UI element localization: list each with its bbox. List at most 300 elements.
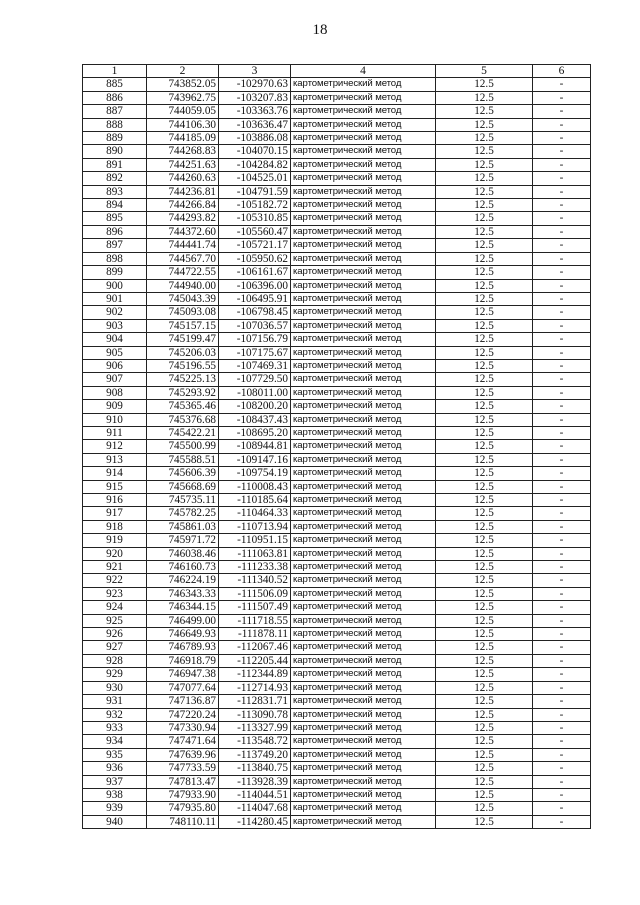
note-cell: -	[533, 654, 591, 667]
column-header: 6	[533, 65, 591, 78]
x-coordinate-cell: 744236.81	[147, 185, 219, 198]
y-coordinate-cell: -108695.20	[219, 426, 291, 439]
x-coordinate-cell: 744293.82	[147, 212, 219, 225]
y-coordinate-cell: -106396.00	[219, 279, 291, 292]
table-row	[83, 91, 591, 104]
point-number-cell: 893	[83, 185, 147, 198]
note-cell: -	[533, 534, 591, 547]
x-coordinate-cell: 745588.51	[147, 453, 219, 466]
method-cell: картометрический метод	[291, 708, 436, 721]
precision-cell: 12.5	[436, 172, 533, 185]
method-cell: картометрический метод	[291, 654, 436, 667]
note-cell: -	[533, 359, 591, 372]
note-cell: -	[533, 333, 591, 346]
method-cell: картометрический метод	[291, 494, 436, 507]
note-cell: -	[533, 748, 591, 761]
method-cell: картометрический метод	[291, 413, 436, 426]
table-row	[83, 708, 591, 721]
point-number-cell: 898	[83, 252, 147, 265]
note-cell: -	[533, 132, 591, 145]
method-cell: картометрический метод	[291, 306, 436, 319]
x-coordinate-cell: 745376.68	[147, 413, 219, 426]
table-row	[83, 654, 591, 667]
note-cell: -	[533, 601, 591, 614]
x-coordinate-cell: 745782.25	[147, 507, 219, 520]
x-coordinate-cell: 747933.90	[147, 788, 219, 801]
x-coordinate-cell: 747733.59	[147, 762, 219, 775]
precision-cell: 12.5	[436, 507, 533, 520]
y-coordinate-cell: -112067.46	[219, 641, 291, 654]
precision-cell: 12.5	[436, 118, 533, 131]
table-body	[83, 78, 591, 829]
point-number-cell: 901	[83, 292, 147, 305]
x-coordinate-cell: 745971.72	[147, 534, 219, 547]
note-cell: -	[533, 614, 591, 627]
table-row	[83, 520, 591, 533]
point-number-cell: 912	[83, 440, 147, 453]
method-cell: картометрический метод	[291, 547, 436, 560]
y-coordinate-cell: -111506.09	[219, 587, 291, 600]
page-number: 18	[312, 22, 328, 38]
note-cell: -	[533, 91, 591, 104]
point-number-cell: 908	[83, 386, 147, 399]
y-coordinate-cell: -107469.31	[219, 359, 291, 372]
point-number-cell: 915	[83, 480, 147, 493]
note-cell: -	[533, 225, 591, 238]
x-coordinate-cell: 745225.13	[147, 373, 219, 386]
point-number-cell: 905	[83, 346, 147, 359]
y-coordinate-cell: -114280.45	[219, 815, 291, 828]
note-cell: -	[533, 520, 591, 533]
x-coordinate-cell: 746499.00	[147, 614, 219, 627]
method-cell: картометрический метод	[291, 172, 436, 185]
precision-cell: 12.5	[436, 467, 533, 480]
table-row	[83, 78, 591, 91]
precision-cell: 12.5	[436, 333, 533, 346]
note-cell: -	[533, 413, 591, 426]
x-coordinate-cell: 747935.80	[147, 802, 219, 815]
y-coordinate-cell: -113327.99	[219, 721, 291, 734]
x-coordinate-cell: 746038.46	[147, 547, 219, 560]
note-cell: -	[533, 547, 591, 560]
table-row	[83, 292, 591, 305]
note-cell: -	[533, 628, 591, 641]
y-coordinate-cell: -109147.16	[219, 453, 291, 466]
x-coordinate-cell: 745093.08	[147, 306, 219, 319]
precision-cell: 12.5	[436, 413, 533, 426]
column-header: 2	[147, 65, 219, 78]
column-header: 1	[83, 65, 147, 78]
table-row	[83, 453, 591, 466]
precision-cell: 12.5	[436, 587, 533, 600]
precision-cell: 12.5	[436, 775, 533, 788]
y-coordinate-cell: -110008.43	[219, 480, 291, 493]
x-coordinate-cell: 744260.63	[147, 172, 219, 185]
note-cell: -	[533, 467, 591, 480]
point-number-cell: 894	[83, 199, 147, 212]
x-coordinate-cell: 745206.03	[147, 346, 219, 359]
point-number-cell: 910	[83, 413, 147, 426]
precision-cell: 12.5	[436, 534, 533, 547]
precision-cell: 12.5	[436, 735, 533, 748]
x-coordinate-cell: 744441.74	[147, 239, 219, 252]
x-coordinate-cell: 745735.11	[147, 494, 219, 507]
precision-cell: 12.5	[436, 212, 533, 225]
method-cell: картометрический метод	[291, 735, 436, 748]
method-cell: картометрический метод	[291, 587, 436, 600]
x-coordinate-cell: 745861.03	[147, 520, 219, 533]
point-number-cell: 927	[83, 641, 147, 654]
note-cell: -	[533, 735, 591, 748]
table-row	[83, 735, 591, 748]
point-number-cell: 913	[83, 453, 147, 466]
x-coordinate-cell: 745422.21	[147, 426, 219, 439]
precision-cell: 12.5	[436, 359, 533, 372]
note-cell: -	[533, 802, 591, 815]
method-cell: картометрический метод	[291, 346, 436, 359]
precision-cell: 12.5	[436, 292, 533, 305]
x-coordinate-cell: 744106.30	[147, 118, 219, 131]
x-coordinate-cell: 745196.55	[147, 359, 219, 372]
y-coordinate-cell: -108200.20	[219, 400, 291, 413]
precision-cell: 12.5	[436, 547, 533, 560]
note-cell: -	[533, 172, 591, 185]
method-cell: картометрический метод	[291, 467, 436, 480]
x-coordinate-cell: 744940.00	[147, 279, 219, 292]
note-cell: -	[533, 306, 591, 319]
table-row	[83, 413, 591, 426]
note-cell: -	[533, 400, 591, 413]
note-cell: -	[533, 574, 591, 587]
table-row	[83, 641, 591, 654]
note-cell: -	[533, 440, 591, 453]
point-number-cell: 933	[83, 721, 147, 734]
x-coordinate-cell: 743852.05	[147, 78, 219, 91]
point-number-cell: 896	[83, 225, 147, 238]
point-number-cell: 902	[83, 306, 147, 319]
precision-cell: 12.5	[436, 681, 533, 694]
point-number-cell: 938	[83, 788, 147, 801]
y-coordinate-cell: -104284.82	[219, 158, 291, 171]
table-row	[83, 440, 591, 453]
point-number-cell: 922	[83, 574, 147, 587]
column-header: 5	[436, 65, 533, 78]
note-cell: -	[533, 386, 591, 399]
x-coordinate-cell: 746947.38	[147, 668, 219, 681]
point-number-cell: 919	[83, 534, 147, 547]
table-row	[83, 346, 591, 359]
method-cell: картометрический метод	[291, 266, 436, 279]
table-row	[83, 333, 591, 346]
x-coordinate-cell: 745293.92	[147, 386, 219, 399]
x-coordinate-cell: 747136.87	[147, 695, 219, 708]
x-coordinate-cell: 744185.09	[147, 132, 219, 145]
method-cell: картометрический метод	[291, 480, 436, 493]
precision-cell: 12.5	[436, 185, 533, 198]
y-coordinate-cell: -110185.64	[219, 494, 291, 507]
point-number-cell: 935	[83, 748, 147, 761]
precision-cell: 12.5	[436, 480, 533, 493]
precision-cell: 12.5	[436, 266, 533, 279]
method-cell: картометрический метод	[291, 748, 436, 761]
point-number-cell: 887	[83, 105, 147, 118]
table-row	[83, 467, 591, 480]
note-cell: -	[533, 239, 591, 252]
note-cell: -	[533, 721, 591, 734]
precision-cell: 12.5	[436, 426, 533, 439]
point-number-cell: 930	[83, 681, 147, 694]
method-cell: картометрический метод	[291, 614, 436, 627]
x-coordinate-cell: 745606.39	[147, 467, 219, 480]
point-number-cell: 895	[83, 212, 147, 225]
note-cell: -	[533, 453, 591, 466]
method-cell: картометрический метод	[291, 359, 436, 372]
method-cell: картометрический метод	[291, 185, 436, 198]
table-row	[83, 386, 591, 399]
method-cell: картометрический метод	[291, 453, 436, 466]
table-row	[83, 212, 591, 225]
table-row	[83, 614, 591, 627]
y-coordinate-cell: -106798.45	[219, 306, 291, 319]
point-number-cell: 914	[83, 467, 147, 480]
note-cell: -	[533, 426, 591, 439]
x-coordinate-cell: 744567.70	[147, 252, 219, 265]
y-coordinate-cell: -104525.01	[219, 172, 291, 185]
note-cell: -	[533, 105, 591, 118]
x-coordinate-cell: 746789.93	[147, 641, 219, 654]
note-cell: -	[533, 641, 591, 654]
precision-cell: 12.5	[436, 748, 533, 761]
column-header: 4	[291, 65, 436, 78]
x-coordinate-cell: 744372.60	[147, 225, 219, 238]
point-number-cell: 917	[83, 507, 147, 520]
precision-cell: 12.5	[436, 306, 533, 319]
point-number-cell: 939	[83, 802, 147, 815]
table-row	[83, 172, 591, 185]
y-coordinate-cell: -105310.85	[219, 212, 291, 225]
method-cell: картометрический метод	[291, 225, 436, 238]
x-coordinate-cell: 747471.64	[147, 735, 219, 748]
precision-cell: 12.5	[436, 91, 533, 104]
method-cell: картометрический метод	[291, 507, 436, 520]
y-coordinate-cell: -111878.11	[219, 628, 291, 641]
y-coordinate-cell: -114044.51	[219, 788, 291, 801]
point-number-cell: 906	[83, 359, 147, 372]
x-coordinate-cell: 746649.93	[147, 628, 219, 641]
point-number-cell: 916	[83, 494, 147, 507]
precision-cell: 12.5	[436, 494, 533, 507]
table-row	[83, 105, 591, 118]
method-cell: картометрический метод	[291, 386, 436, 399]
y-coordinate-cell: -105560.47	[219, 225, 291, 238]
y-coordinate-cell: -113928.39	[219, 775, 291, 788]
y-coordinate-cell: -105182.72	[219, 199, 291, 212]
note-cell: -	[533, 788, 591, 801]
precision-cell: 12.5	[436, 239, 533, 252]
method-cell: картометрический метод	[291, 373, 436, 386]
y-coordinate-cell: -106495.91	[219, 292, 291, 305]
table-row	[83, 266, 591, 279]
method-cell: картометрический метод	[291, 762, 436, 775]
point-number-cell: 890	[83, 145, 147, 158]
y-coordinate-cell: -110951.15	[219, 534, 291, 547]
table-row	[83, 748, 591, 761]
precision-cell: 12.5	[436, 252, 533, 265]
y-coordinate-cell: -112344.89	[219, 668, 291, 681]
point-number-cell: 891	[83, 158, 147, 171]
point-number-cell: 897	[83, 239, 147, 252]
method-cell: картометрический метод	[291, 118, 436, 131]
y-coordinate-cell: -108437.43	[219, 413, 291, 426]
y-coordinate-cell: -112714.93	[219, 681, 291, 694]
y-coordinate-cell: -111233.38	[219, 561, 291, 574]
precision-cell: 12.5	[436, 400, 533, 413]
note-cell: -	[533, 695, 591, 708]
note-cell: -	[533, 373, 591, 386]
y-coordinate-cell: -111507.49	[219, 601, 291, 614]
table-row	[83, 628, 591, 641]
table-row	[83, 373, 591, 386]
note-cell: -	[533, 158, 591, 171]
method-cell: картометрический метод	[291, 319, 436, 332]
table-row	[83, 587, 591, 600]
x-coordinate-cell: 746918.79	[147, 654, 219, 667]
precision-cell: 12.5	[436, 105, 533, 118]
table-row	[83, 480, 591, 493]
point-number-cell: 936	[83, 762, 147, 775]
table-row	[83, 574, 591, 587]
table-row	[83, 400, 591, 413]
y-coordinate-cell: -104791.59	[219, 185, 291, 198]
y-coordinate-cell: -113840.75	[219, 762, 291, 775]
table-row	[83, 239, 591, 252]
note-cell: -	[533, 319, 591, 332]
method-cell: картометрический метод	[291, 91, 436, 104]
method-cell: картометрический метод	[291, 279, 436, 292]
point-number-cell: 928	[83, 654, 147, 667]
note-cell: -	[533, 681, 591, 694]
y-coordinate-cell: -104070.15	[219, 145, 291, 158]
point-number-cell: 934	[83, 735, 147, 748]
table-row	[83, 118, 591, 131]
precision-cell: 12.5	[436, 708, 533, 721]
precision-cell: 12.5	[436, 815, 533, 828]
y-coordinate-cell: -102970.63	[219, 78, 291, 91]
method-cell: картометрический метод	[291, 199, 436, 212]
point-number-cell: 907	[83, 373, 147, 386]
y-coordinate-cell: -114047.68	[219, 802, 291, 815]
precision-cell: 12.5	[436, 614, 533, 627]
precision-cell: 12.5	[436, 145, 533, 158]
precision-cell: 12.5	[436, 641, 533, 654]
y-coordinate-cell: -113749.20	[219, 748, 291, 761]
method-cell: картометрический метод	[291, 534, 436, 547]
column-header: 3	[219, 65, 291, 78]
point-number-cell: 923	[83, 587, 147, 600]
y-coordinate-cell: -112205.44	[219, 654, 291, 667]
y-coordinate-cell: -110713.94	[219, 520, 291, 533]
note-cell: -	[533, 507, 591, 520]
x-coordinate-cell: 746344.15	[147, 601, 219, 614]
note-cell: -	[533, 762, 591, 775]
precision-cell: 12.5	[436, 721, 533, 734]
precision-cell: 12.5	[436, 601, 533, 614]
coordinates-table	[82, 64, 591, 829]
precision-cell: 12.5	[436, 574, 533, 587]
note-cell: -	[533, 199, 591, 212]
method-cell: картометрический метод	[291, 400, 436, 413]
method-cell: картометрический метод	[291, 574, 436, 587]
precision-cell: 12.5	[436, 788, 533, 801]
y-coordinate-cell: -107156.79	[219, 333, 291, 346]
method-cell: картометрический метод	[291, 641, 436, 654]
point-number-cell: 911	[83, 426, 147, 439]
precision-cell: 12.5	[436, 520, 533, 533]
x-coordinate-cell: 745500.99	[147, 440, 219, 453]
y-coordinate-cell: -111718.55	[219, 614, 291, 627]
note-cell: -	[533, 668, 591, 681]
x-coordinate-cell: 746160.73	[147, 561, 219, 574]
precision-cell: 12.5	[436, 199, 533, 212]
y-coordinate-cell: -111063.81	[219, 547, 291, 560]
table-row	[83, 185, 591, 198]
x-coordinate-cell: 747639.96	[147, 748, 219, 761]
note-cell: -	[533, 815, 591, 828]
y-coordinate-cell: -109754.19	[219, 467, 291, 480]
precision-cell: 12.5	[436, 762, 533, 775]
table-row	[83, 534, 591, 547]
method-cell: картометрический метод	[291, 561, 436, 574]
point-number-cell: 931	[83, 695, 147, 708]
table-row	[83, 359, 591, 372]
note-cell: -	[533, 252, 591, 265]
table-row	[83, 507, 591, 520]
precision-cell: 12.5	[436, 346, 533, 359]
method-cell: картометрический метод	[291, 158, 436, 171]
method-cell: картометрический метод	[291, 681, 436, 694]
point-number-cell: 885	[83, 78, 147, 91]
x-coordinate-cell: 745043.39	[147, 292, 219, 305]
precision-cell: 12.5	[436, 158, 533, 171]
point-number-cell: 932	[83, 708, 147, 721]
point-number-cell: 929	[83, 668, 147, 681]
table-row	[83, 762, 591, 775]
method-cell: картометрический метод	[291, 721, 436, 734]
table-row	[83, 199, 591, 212]
x-coordinate-cell: 747330.94	[147, 721, 219, 734]
x-coordinate-cell: 745199.47	[147, 333, 219, 346]
point-number-cell: 904	[83, 333, 147, 346]
point-number-cell: 925	[83, 614, 147, 627]
point-number-cell: 900	[83, 279, 147, 292]
method-cell: картометрический метод	[291, 788, 436, 801]
table-row	[83, 252, 591, 265]
y-coordinate-cell: -107036.57	[219, 319, 291, 332]
point-number-cell: 892	[83, 172, 147, 185]
table-row	[83, 279, 591, 292]
precision-cell: 12.5	[436, 373, 533, 386]
precision-cell: 12.5	[436, 225, 533, 238]
table-row	[83, 158, 591, 171]
x-coordinate-cell: 745157.15	[147, 319, 219, 332]
note-cell: -	[533, 118, 591, 131]
y-coordinate-cell: -113090.78	[219, 708, 291, 721]
table-header-row	[83, 65, 591, 78]
precision-cell: 12.5	[436, 319, 533, 332]
y-coordinate-cell: -103886.08	[219, 132, 291, 145]
precision-cell: 12.5	[436, 668, 533, 681]
table-row	[83, 815, 591, 828]
